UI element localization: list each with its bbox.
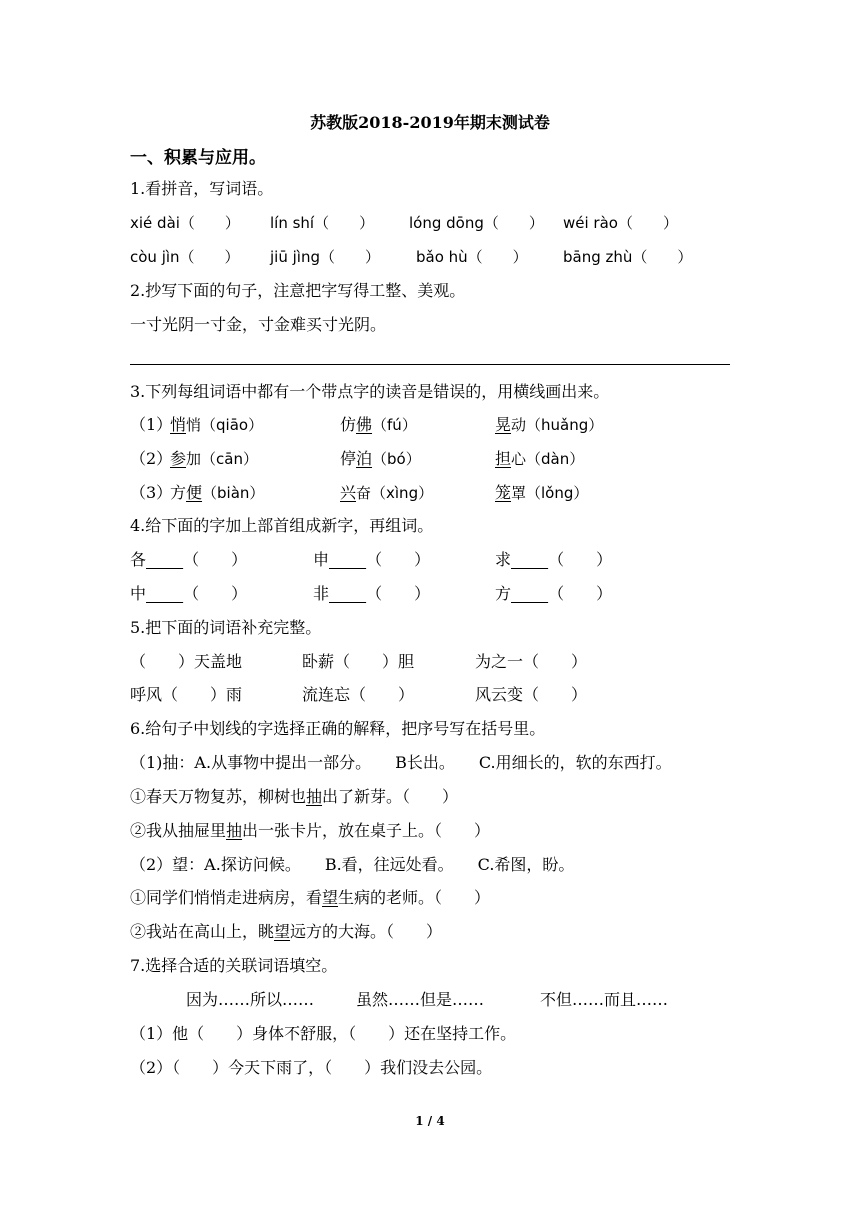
definition-line: （2）望：A.探访问候。 B.看，往远处看。 C.希图，盼。 bbox=[130, 855, 575, 874]
pinyin-item: lóng dōng（ ） bbox=[409, 214, 544, 232]
definition-line: （1)抽：A.从事物中提出一部分。 B长出。 C.用细长的，软的东西打。 bbox=[130, 753, 672, 772]
page-title: 苏教版2018-2019年期末测试卷 bbox=[310, 113, 550, 132]
pinyin-item: bāng zhù（ ） bbox=[563, 248, 693, 266]
idiom-item: 流连忘（ ） bbox=[302, 685, 415, 704]
blank[interactable] bbox=[511, 550, 548, 569]
radical-item: 非 （ ） bbox=[313, 584, 431, 603]
underlined-character: 抽 bbox=[226, 821, 243, 840]
example-sentence: ②我从抽屉里抽出一张卡片，放在桌子上。（ ） bbox=[130, 821, 491, 840]
example-sentence: ①同学们悄悄走进病房，看望生病的老师。（ ） bbox=[130, 888, 491, 907]
pinyin-item: còu jìn（ ） bbox=[130, 248, 240, 266]
conjunction-option: 虽然……但是…… bbox=[356, 990, 485, 1009]
example-sentence: ①春天万物复苏，柳树也抽出了新芽。（ ） bbox=[130, 787, 459, 806]
radical-item: 中 （ ） bbox=[130, 584, 248, 603]
section-heading: 一、积累与应用。 bbox=[130, 148, 266, 168]
idiom-item: 呼风（ ）雨 bbox=[130, 685, 243, 704]
question-1-prompt: 1.看拼音，写词语。 bbox=[130, 179, 274, 198]
fill-sentence: （1）他（ ）身体不舒服，（ ）还在坚持工作。 bbox=[130, 1024, 517, 1043]
conjunction-option: 因为……所以…… bbox=[186, 990, 315, 1009]
row-number: （1） bbox=[130, 415, 173, 434]
underlined-character: 望 bbox=[322, 888, 339, 907]
idiom-item: （ ）天盖地 bbox=[130, 652, 243, 671]
radical-item: 求 （ ） bbox=[495, 550, 613, 569]
underlined-character: 抽 bbox=[306, 787, 323, 806]
question-3-prompt: 3.下列每组词语中都有一个带点字的读音是错误的，用横线画出来。 bbox=[130, 382, 610, 401]
question-6-prompt: 6.给句子中划线的字选择正确的解释，把序号写在括号里。 bbox=[130, 719, 546, 738]
page-number: 1 / 4 bbox=[415, 1114, 445, 1128]
word-item: 晃动（huǎng） bbox=[495, 415, 604, 434]
blank[interactable] bbox=[329, 550, 366, 569]
marked-character: 担 bbox=[495, 449, 512, 468]
idiom-item: 风云变（ ） bbox=[475, 685, 588, 704]
fill-sentence: （2）（ ）今天下雨了，（ ）我们没去公园。 bbox=[130, 1058, 493, 1077]
pinyin-item: lín shí（ ） bbox=[270, 214, 375, 232]
question-4-prompt: 4.给下面的字加上部首组成新字，再组词。 bbox=[130, 516, 434, 535]
blank[interactable] bbox=[146, 584, 183, 603]
conjunction-option: 不但……而且…… bbox=[540, 990, 669, 1009]
marked-character: 笼 bbox=[495, 483, 512, 502]
idiom-item: 卧薪（ ）胆 bbox=[302, 652, 415, 671]
row-number: （2） bbox=[130, 449, 173, 468]
marked-character: 晃 bbox=[495, 415, 512, 434]
radical-item: 申 （ ） bbox=[313, 550, 431, 569]
word-item: 担心（dàn） bbox=[495, 449, 585, 468]
blank[interactable] bbox=[329, 584, 366, 603]
word-item: 参加（cān） bbox=[170, 449, 258, 468]
marked-character: 兴 bbox=[340, 483, 357, 502]
pinyin-item: jiū jìng（ ） bbox=[270, 248, 380, 266]
pinyin-item: xié dài（ ） bbox=[130, 214, 240, 232]
marked-character: 泊 bbox=[356, 449, 373, 468]
pinyin-item: wéi rào（ ） bbox=[563, 214, 678, 232]
copy-sentence: 一寸光阴一寸金，寸金难买寸光阴。 bbox=[130, 315, 387, 334]
marked-character: 悄 bbox=[170, 415, 187, 434]
underlined-character: 望 bbox=[274, 922, 291, 941]
question-7-prompt: 7.选择合适的关联词语填空。 bbox=[130, 956, 338, 975]
idiom-item: 为之一（ ） bbox=[475, 652, 588, 671]
marked-character: 佛 bbox=[356, 415, 373, 434]
writing-line[interactable] bbox=[130, 364, 730, 365]
word-item: 兴奋（xìng） bbox=[340, 483, 434, 502]
marked-character: 参 bbox=[170, 449, 187, 468]
example-sentence: ②我站在高山上，眺望远方的大海。（ ） bbox=[130, 922, 443, 941]
word-item: 仿佛（fú） bbox=[340, 415, 417, 434]
radical-item: 各 （ ） bbox=[130, 550, 248, 569]
word-item: 停泊（bó） bbox=[340, 449, 421, 468]
pinyin-item: bǎo hù（ ） bbox=[416, 248, 528, 266]
word-item: 方便（biàn） bbox=[170, 483, 265, 502]
word-item: 悄悄（qiāo） bbox=[170, 415, 264, 434]
word-item: 笼罩（lǒng） bbox=[495, 483, 589, 502]
marked-character: 便 bbox=[186, 483, 203, 502]
question-2-prompt: 2.抄写下面的句子，注意把字写得工整、美观。 bbox=[130, 281, 466, 300]
blank[interactable] bbox=[146, 550, 183, 569]
row-number: （3） bbox=[130, 483, 173, 502]
blank[interactable] bbox=[511, 584, 548, 603]
radical-item: 方 （ ） bbox=[495, 584, 613, 603]
question-5-prompt: 5.把下面的词语补充完整。 bbox=[130, 618, 322, 637]
